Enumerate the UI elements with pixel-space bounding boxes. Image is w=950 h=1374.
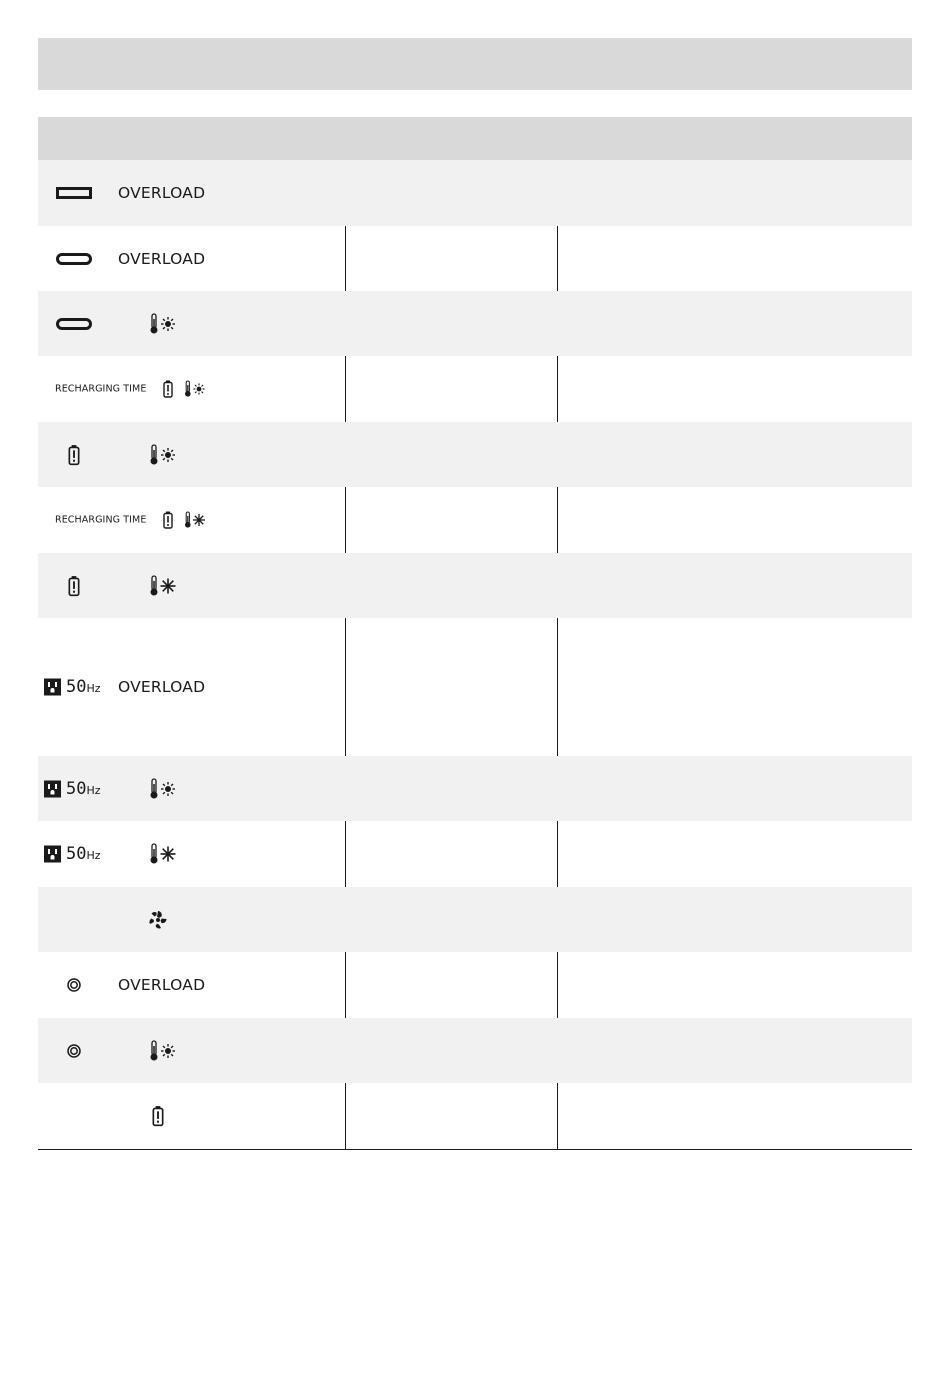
usb-a-port-icon — [56, 187, 92, 199]
ac-outlet-icon — [44, 679, 61, 696]
overload-label: OVERLOAD — [118, 976, 206, 994]
low-temperature-icon — [148, 575, 178, 597]
high-temperature-icon — [148, 778, 178, 800]
table-row — [38, 887, 912, 952]
fan-icon — [148, 910, 168, 930]
ac-outlet-icon — [44, 780, 61, 797]
table-row — [38, 160, 912, 226]
frequency-readout: 50Hz — [66, 778, 101, 799]
usb-c-port-icon — [56, 318, 92, 330]
wireless-charging-icon — [67, 1044, 81, 1058]
table-row — [38, 1083, 912, 1149]
table-row — [38, 952, 912, 1018]
battery-warning-icon — [68, 575, 80, 596]
battery-warning-icon — [163, 380, 173, 398]
table-row — [38, 356, 912, 422]
frequency-readout: 50Hz — [66, 844, 101, 864]
usb-c-port-icon — [56, 253, 92, 265]
overload-label: OVERLOAD — [118, 184, 206, 202]
table-header — [38, 117, 912, 160]
overload-label: OVERLOAD — [118, 678, 206, 696]
battery-warning-icon — [68, 444, 80, 465]
table-row — [38, 422, 912, 487]
table-row — [38, 821, 912, 887]
battery-warning-icon — [163, 511, 173, 529]
table-row — [38, 553, 912, 618]
table-row — [38, 1018, 912, 1083]
frequency-readout: 50Hz — [66, 677, 101, 697]
high-temperature-icon — [148, 313, 178, 335]
battery-warning-icon — [152, 1106, 164, 1127]
table-row — [38, 756, 912, 821]
low-temperature-icon — [148, 843, 178, 865]
overload-label: OVERLOAD — [118, 249, 206, 268]
table-row — [38, 291, 912, 356]
recharging-time-label: RECHARGING TIME — [55, 514, 147, 526]
table-row — [38, 226, 912, 291]
high-temperature-icon — [148, 444, 178, 466]
table-row — [38, 487, 912, 553]
title-bar — [38, 38, 912, 90]
ac-outlet-icon — [44, 846, 61, 863]
table-row — [38, 618, 912, 756]
table-bottom-rule — [38, 1149, 912, 1150]
recharging-time-label: RECHARGING TIME — [55, 383, 147, 395]
high-temperature-icon — [183, 380, 207, 398]
low-temperature-icon — [183, 511, 207, 529]
high-temperature-icon — [148, 1040, 178, 1062]
error-code-table — [38, 117, 912, 1149]
wireless-charging-icon — [67, 978, 81, 992]
